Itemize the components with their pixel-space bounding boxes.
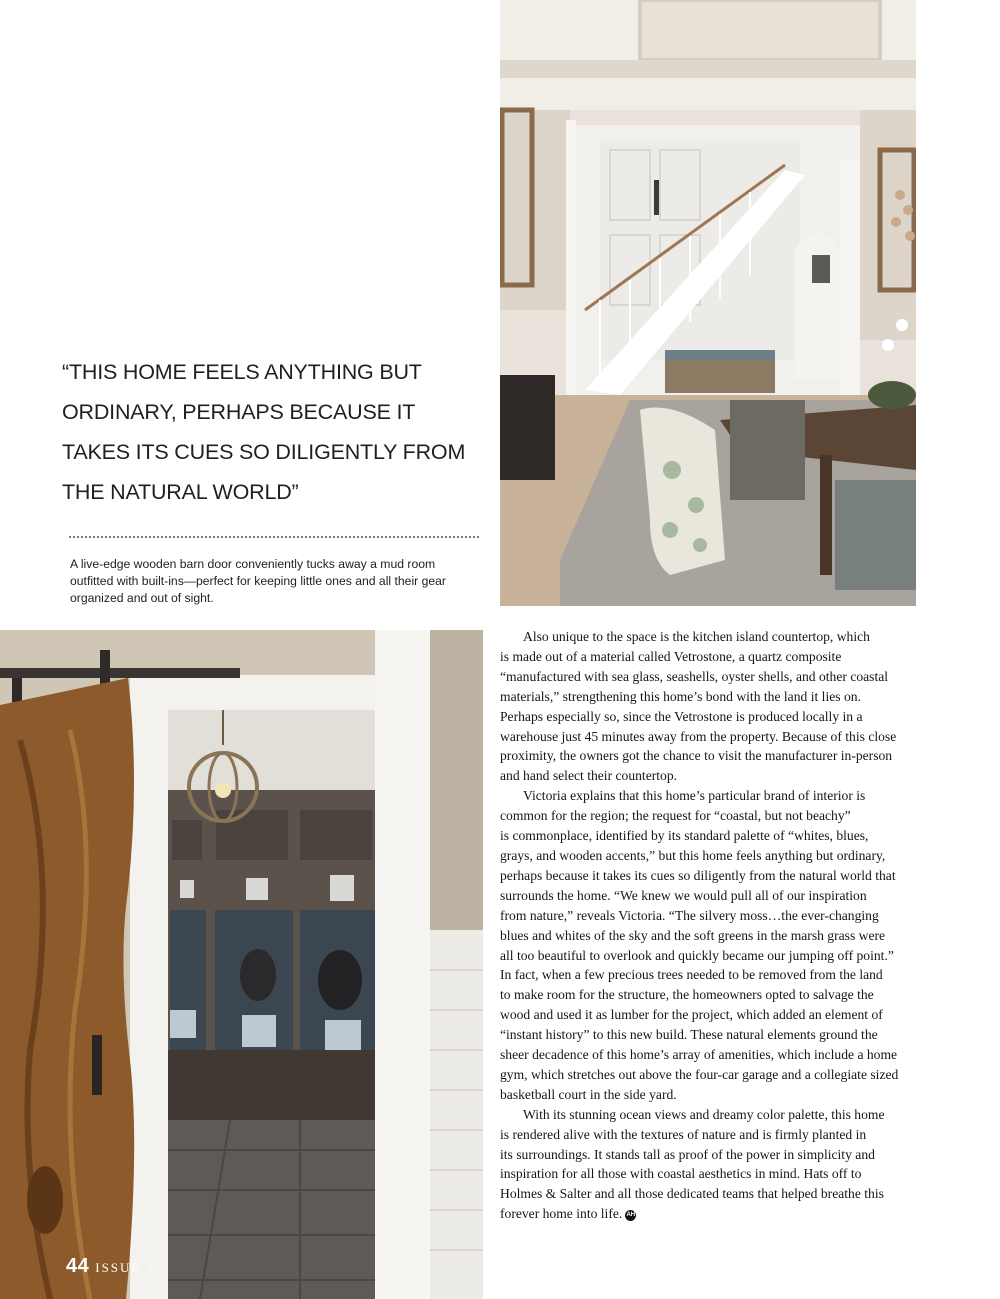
article-line: all too beautiful to overlook and quickly became our jumping off point.”	[500, 947, 894, 963]
pull-quote-line: TAKES ITS CUES SO DILIGENTLY FROM	[62, 440, 466, 464]
article-line: from nature,” reveals Victoria. “The silvery moss…the ever-changing	[500, 907, 879, 923]
article-line: warehouse just 45 minutes away from the property. Because of this close	[500, 728, 897, 744]
article-line: Perhaps especially so, since the Vetrostone is produced locally in a	[500, 708, 863, 724]
folio	[66, 1255, 155, 1278]
article-line: In fact, when a few precious trees needed to be removed from the land	[500, 967, 883, 983]
mudroom-photo	[0, 630, 483, 1299]
mudroom-illustration	[0, 630, 483, 1299]
article-line: proximity, the owners got the chance to visit the manufacturer in-person	[500, 748, 893, 764]
article-last-line	[500, 1204, 920, 1224]
pull-quote-line: THE NATURAL WORLD”	[62, 480, 299, 504]
caption-line: organized and out of sight.	[70, 591, 214, 605]
article-line: materials,” strengthening this home’s bond with the land it lies on.	[500, 688, 861, 704]
article-body	[500, 627, 920, 1224]
article-line: is made out of a material called Vetrostone, a quartz composite	[500, 648, 842, 664]
article-line: blues and whites of the sky and the soft greens in the marsh grass were	[500, 927, 886, 943]
article-line: its surroundings. It stands tall as proof of the power in simplicity and	[500, 1146, 875, 1162]
article-line: Also unique to the space is the kitchen island countertop, which	[523, 629, 870, 644]
article-line: is rendered alive with the textures of nature and is firmly planted in	[500, 1126, 867, 1142]
dotted-divider	[68, 536, 480, 538]
article-line: grays, and wooden accents,” but this home feels anything but ordinary,	[500, 847, 886, 863]
page-number: 44	[66, 1255, 90, 1277]
issue-label: ISSUE 7	[95, 1260, 156, 1275]
article-line: and hand select their countertop.	[500, 768, 678, 784]
pull-quote-line: “THIS HOME FEELS ANYTHING BUT	[62, 360, 422, 384]
article-line: wood and used it as lumber for the project, which added an element of	[500, 1007, 883, 1023]
article-line: gym, which stretches out above the four-car garage and a collegiate sized	[500, 1066, 899, 1082]
article-line: to make room for the structure, the homeowners opted to salvage the	[500, 987, 874, 1003]
dining-room-photo	[500, 0, 916, 606]
article-line: perhaps because it takes its cues so diligently from the natural world that	[500, 867, 896, 883]
dining-room-illustration	[500, 0, 916, 606]
caption-line: outfitted with built-ins—perfect for keeping little ones and all their gear	[70, 574, 446, 588]
article-line: Holmes & Salter and all those dedicated teams that helped breathe this	[500, 1186, 884, 1202]
article-line: sheer decadence of this home’s array of amenities, which include a home	[500, 1047, 898, 1063]
article-line: surrounds the home. “We knew we would pull all of our inspiration	[500, 887, 867, 903]
article-line: Victoria explains that this home’s particular brand of interior is	[523, 788, 866, 804]
article-line: basketball court in the side yard.	[500, 1086, 677, 1102]
article-line: forever home into life.	[500, 1206, 623, 1222]
photo-caption	[70, 556, 480, 607]
article-line: common for the region; the request for “coastal, but not beachy”	[500, 808, 851, 824]
end-mark-icon: AH	[625, 1210, 636, 1221]
pull-quote-line: ORDINARY, PERHAPS BECAUSE IT	[62, 400, 416, 424]
article-line: inspiration for all those with coastal aesthetics in mind. Hats off to	[500, 1166, 862, 1182]
article-line: With its stunning ocean views and dreamy color palette, this home	[523, 1106, 885, 1122]
article-line: “instant history” to this new build. These natural elements ground the	[500, 1027, 878, 1043]
article-line: is commonplace, identified by its standard palette of “whites, blues,	[500, 828, 869, 844]
article-line: “manufactured with sea glass, seashells, oyster shells, and other coastal	[500, 668, 889, 684]
pull-quote	[62, 352, 482, 512]
caption-line: A live-edge wooden barn door conveniently tucks away a mud room	[70, 557, 436, 571]
